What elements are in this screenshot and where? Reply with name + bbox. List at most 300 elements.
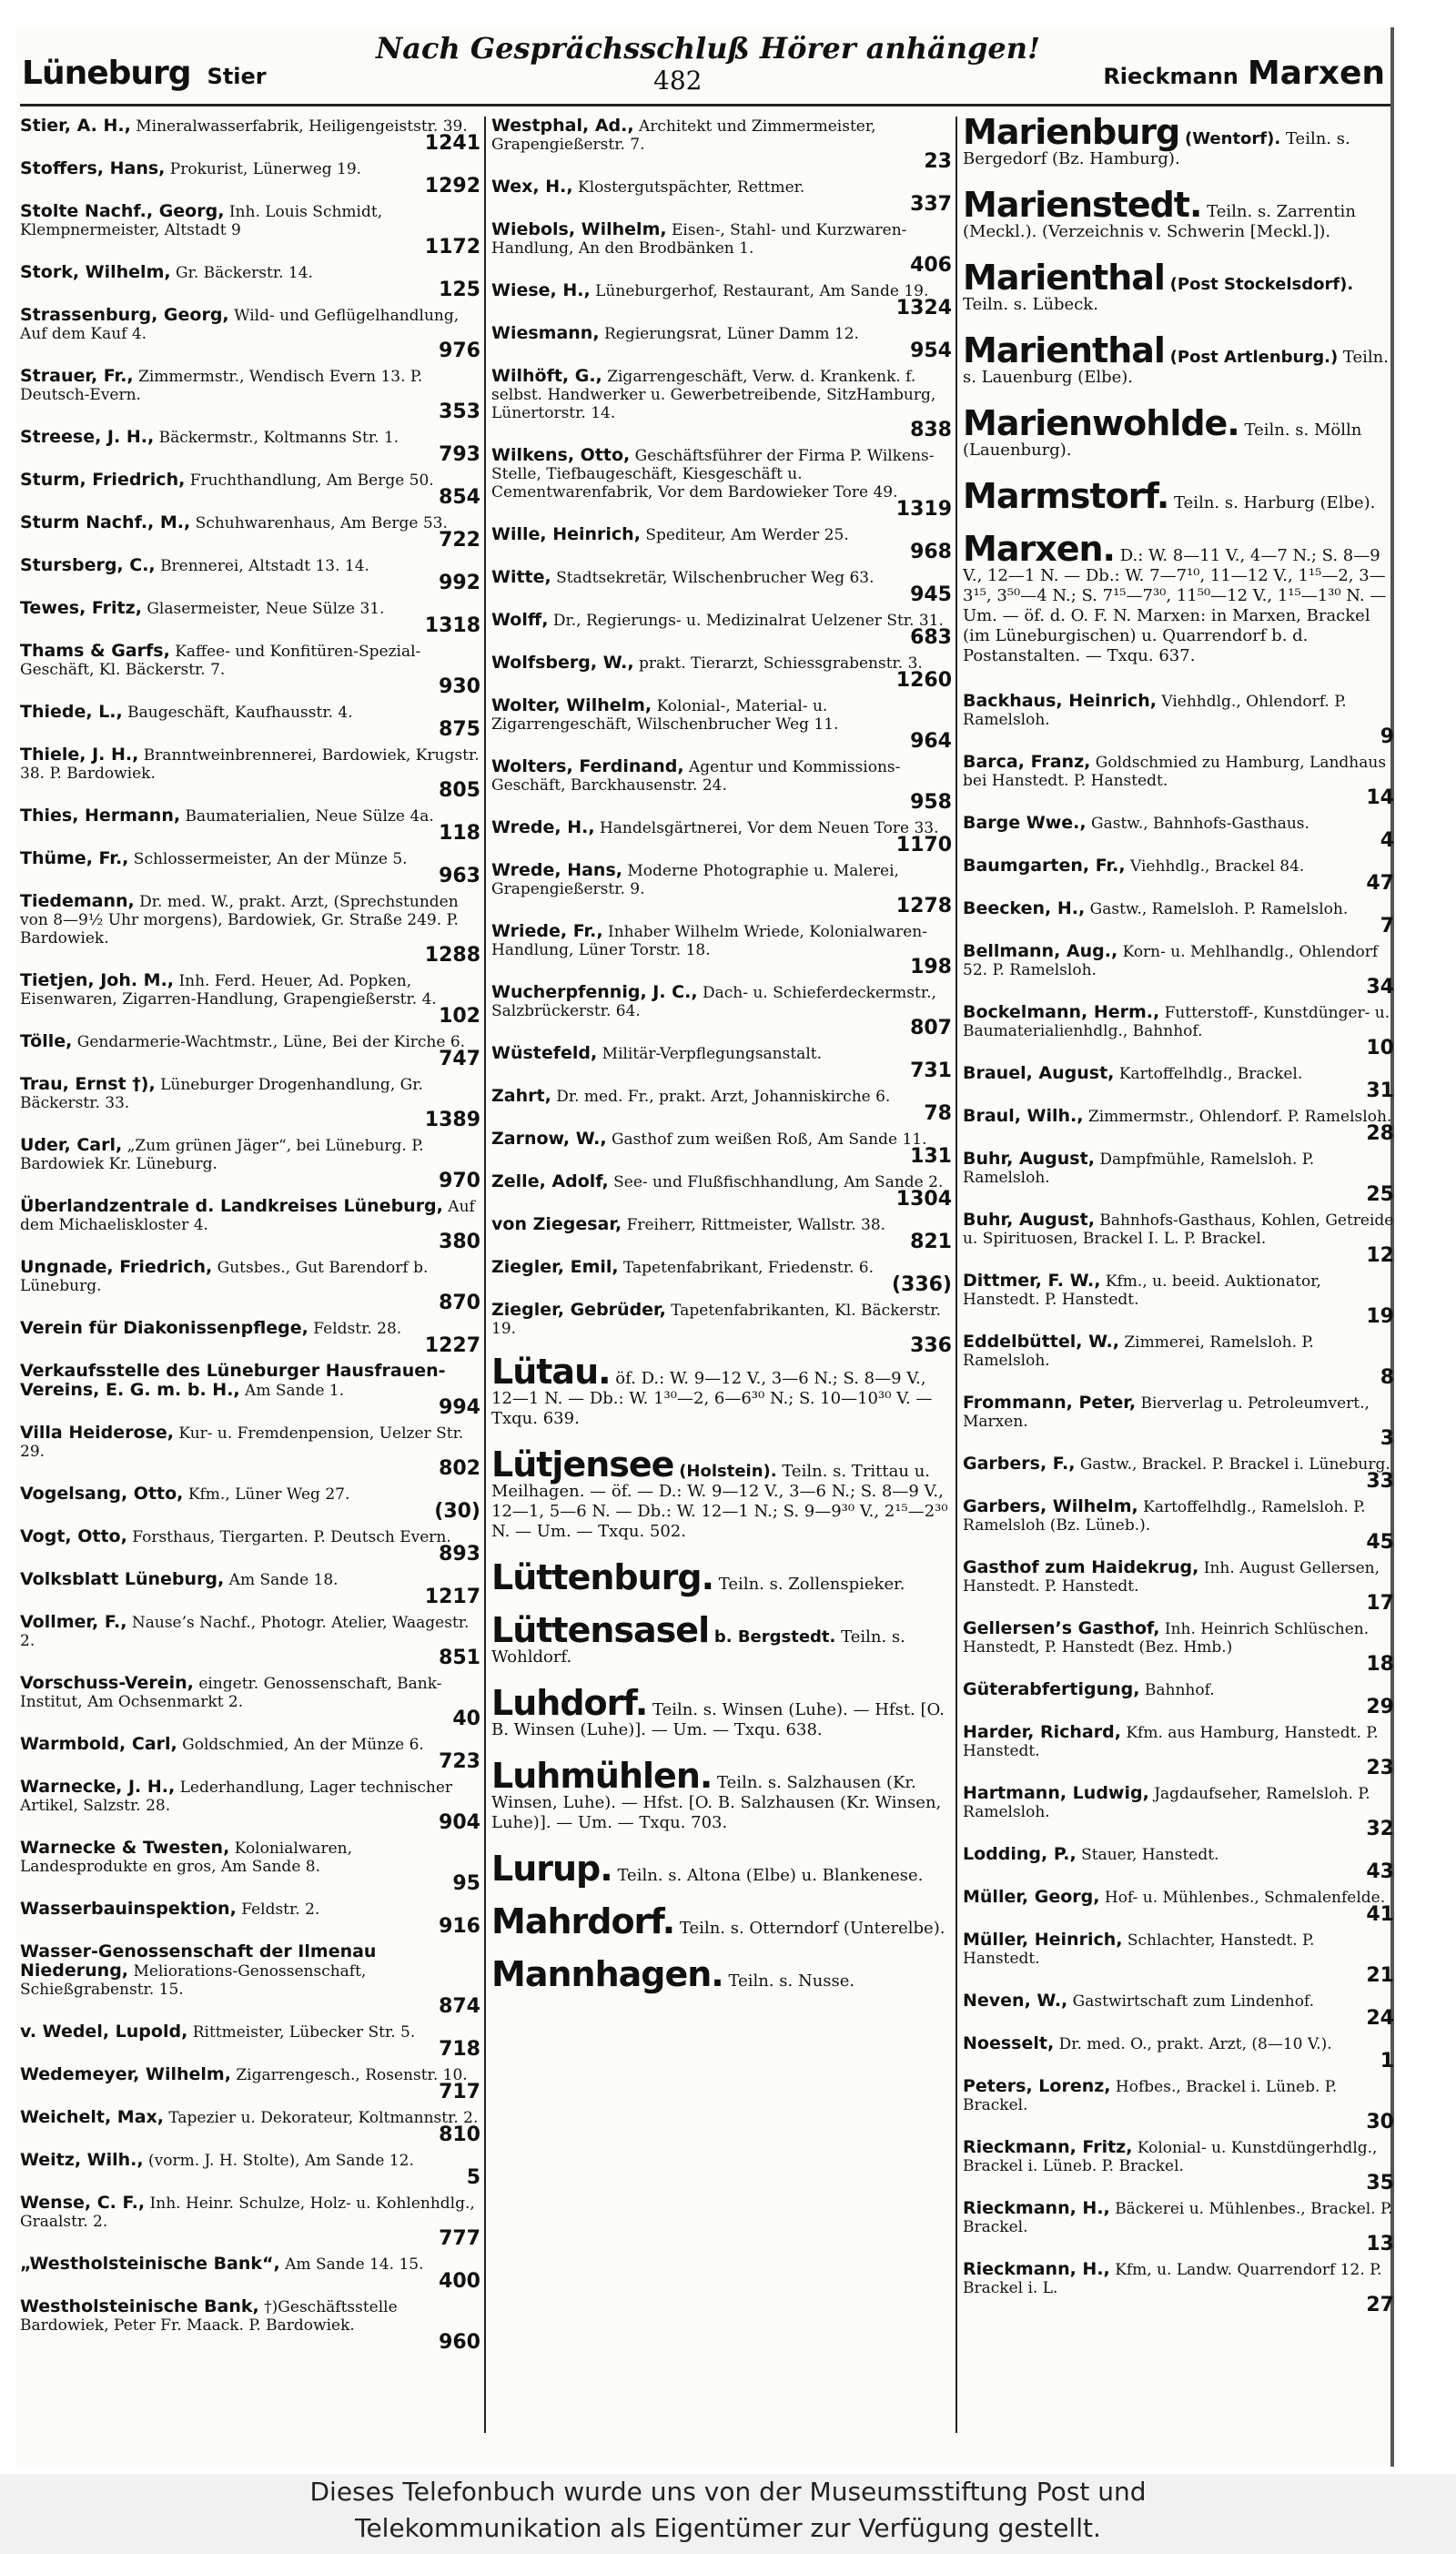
listing-details: Handelsgärtnerei, Vor dem Neuen Tore 33. <box>599 819 939 837</box>
listing-entry <box>20 1075 480 1130</box>
listing-details: Inh. Louis Schmidt, Klempnermeister, Altstadt 9 <box>20 203 383 239</box>
listing-details: Hofbes., Brackel i. Lüneb. P. Brackel. <box>963 2078 1338 2114</box>
place-name-suffix: (Holstein). <box>679 1462 777 1481</box>
listing-name: v. Wedel, Lupold, <box>20 2022 188 2042</box>
listing-name: Thies, Hermann, <box>20 806 181 826</box>
listing-details: Bierverlag u. Petroleumvert., Marxen. <box>963 1394 1370 1431</box>
listing-name: Baumgarten, Fr., <box>963 856 1126 876</box>
listing-name: Sturm Nachf., M., <box>20 512 191 532</box>
footer-line-1: Dieses Telefonbuch wurde uns von der Museumsstiftung Post und <box>309 2477 1147 2507</box>
listing-name: Buhr, August, <box>963 1149 1095 1169</box>
listing-details: Gasthof zum weißen Roß, Am Sande 11. <box>611 1130 927 1149</box>
listing-name: Tölle, <box>20 1031 73 1051</box>
listing-phone-number: 1278 <box>895 895 952 917</box>
column-divider <box>484 117 486 2433</box>
listing-details: Zigarrengeschäft, Verw. d. Krankenk. f. selbst. Handwerker u. Gewerbetreibende, SitzHamburg, Lünertorstr. 14. <box>491 368 936 422</box>
listing-name: Verein für Diakonissenpflege, <box>20 1318 308 1338</box>
place-details: Teiln. s. Otterndorf (Unterelbe). <box>679 1919 945 1938</box>
listing-entry <box>491 757 952 813</box>
listing-entry <box>20 1424 480 1479</box>
place-entry <box>491 1954 952 1994</box>
place-name: Mahrdorf. <box>491 1901 675 1941</box>
listing-entry <box>491 611 952 648</box>
listing-entry <box>20 1778 480 1833</box>
listing-entry <box>20 1197 480 1252</box>
listing-entry <box>963 1107 1394 1144</box>
listing-phone-number: 723 <box>439 1750 480 1773</box>
listing-phone-number: 31 <box>1366 1079 1394 1102</box>
listing-phone-number: 1324 <box>895 297 952 319</box>
place-details: D.: W. 8—11 V., 4—7 N.; S. 8—9 V., 12—1 N. — Db.: W. 7—7¹⁰, 11—12 V., 1¹⁵—2, 3—3¹⁵, 3⁵⁰—4 N.; S. 7¹⁵—7³⁰, 11⁵⁰—12 V., 1¹⁵—1³⁰ N. — Um. — öf. d. O. F. N. Marxen: in Marxen, Brackel (im Lüneburgischen) u. Quarrendorf b. d. Postanstalten. — Txqu. 637. <box>963 546 1387 665</box>
listing-name: Rieckmann, H., <box>963 2259 1110 2279</box>
listing-name: Wrede, H., <box>491 817 595 837</box>
place-details: Teiln. s. Altona (Elbe) u. Blankenese. <box>617 1866 924 1885</box>
listing-details: Glasermeister, Neue Sülze 31. <box>147 600 385 618</box>
listing-phone-number: 970 <box>439 1170 480 1192</box>
listing-details: Hof- u. Mühlenbes., Schmalenfelde. <box>1104 1889 1386 1907</box>
listing-entry <box>20 117 480 154</box>
place-details: Teiln. s. Zarrentin (Meckl.). (Verzeichnis v. Schwerin [Meckl.]). <box>963 202 1356 241</box>
listing-name: „Westholsteinische Bank“, <box>20 2254 280 2274</box>
listing-phone-number: 131 <box>910 1145 952 1168</box>
place-name: Mannhagen. <box>491 1954 723 1994</box>
listing-phone-number: 963 <box>439 865 480 887</box>
listing-details: Zimmermstr., Wendisch Evern 13. P. Deutsch-Evern. <box>20 368 423 404</box>
listing-entry <box>963 1003 1394 1059</box>
listing-details: Mineralwasserfabrik, Heiligengeiststr. 39. <box>136 117 468 136</box>
listing-name: Wiesmann, <box>491 323 600 343</box>
listing-name: Wolff, <box>491 610 549 630</box>
place-name-suffix: (Post Stockelsdorf). <box>1169 275 1354 294</box>
listing-phone-number: 976 <box>439 340 480 362</box>
listing-entry <box>963 1333 1394 1388</box>
listing-entry <box>963 753 1394 808</box>
listing-details: Kolonial- u. Kunstdüngerhdlg., Brackel i. Lüneb. P. Brackel. <box>963 2139 1378 2175</box>
listing-phone-number: 964 <box>910 730 952 753</box>
listing-details: Fruchthandlung, Am Berge 50. <box>189 471 434 490</box>
listing-entry <box>963 814 1394 851</box>
listing-phone-number: 95 <box>452 1872 480 1895</box>
listing-name: Vogelsang, Otto, <box>20 1484 184 1504</box>
listing-entry <box>20 2151 480 2188</box>
listing-entry <box>20 1319 480 1356</box>
listing-name: Wasser-Genossenschaft der Ilmenau Niederung, <box>20 1941 377 1981</box>
listing-entry <box>963 2034 1394 2072</box>
listing-details: Kfm., u. beeid. Auktionator, Hanstedt. P. Hanstedt. <box>963 1272 1321 1309</box>
listing-entry <box>20 1735 480 1772</box>
listing-name: Ziegler, Gebrüder, <box>491 1300 666 1320</box>
listing-details: Auf dem Michaeliskloster 4. <box>20 1198 475 1234</box>
listing-phone-number: 1389 <box>424 1109 480 1131</box>
listing-phone-number: 34 <box>1366 976 1394 998</box>
listing-entry <box>20 159 480 197</box>
listing-entry <box>20 1136 480 1191</box>
listing-phone-number: 4 <box>1380 829 1394 852</box>
listing-name: Überlandzentrale d. Landkreises Lüneburg, <box>20 1196 443 1216</box>
place-entry <box>491 1756 952 1833</box>
column-1 <box>20 117 480 2433</box>
listing-details: Gastw., Bahnhofs-Gasthaus. <box>1091 815 1309 833</box>
listing-phone-number: 854 <box>439 486 480 509</box>
listing-name: Strassenburg, Georg, <box>20 305 229 325</box>
listing-name: Wex, H., <box>491 177 573 197</box>
place-details: Teiln. s. Salzhausen (Kr. Winsen, Luhe). — Hfst. [O. B. Salzhausen (Kr. Winsen, Luhe)]. — Um. — Txqu. 703. <box>491 1773 942 1832</box>
listing-entry <box>963 942 1394 998</box>
listing-entry <box>491 568 952 605</box>
listing-entry <box>963 2138 1394 2194</box>
listing-name: Trau, Ernst †), <box>20 1074 156 1094</box>
listing-details: Kolonialwaren, Landesprodukte en gros, Am Sande 8. <box>20 1839 353 1876</box>
listing-name: Uder, Carl, <box>20 1135 123 1155</box>
listing-phone-number: 353 <box>439 400 480 423</box>
place-entry <box>963 258 1394 315</box>
listing-details: Lüneburgerhof, Restaurant, Am Sande 19. <box>595 282 929 300</box>
header-notice: Nach Gesprächsschluß Hörer anhängen! <box>375 31 1041 66</box>
listing-details: Bahnhofs-Gasthaus, Kohlen, Getreide u. Spirituosen, Brackel I. L. P. Brackel. <box>963 1211 1394 1248</box>
listing-name: Rieckmann, Fritz, <box>963 2137 1133 2157</box>
place-name: Luhmühlen. <box>491 1756 713 1796</box>
listing-name: Strauer, Fr., <box>20 366 134 386</box>
listing-details: eingetr. Genossenschaft, Bank-Institut, Am Ochsenmarkt 2. <box>20 1675 442 1711</box>
listing-phone-number: 18 <box>1366 1653 1394 1676</box>
listing-phone-number: 805 <box>439 779 480 802</box>
listing-phone-number: 13 <box>1366 2233 1394 2255</box>
listing-details: Kartoffelhdlg., Brackel. <box>1118 1065 1303 1083</box>
listing-details: Geschäftsführer der Firma P. Wilkens-Stelle, Tiefbaugeschäft, Kiesgeschäft u. Cementwarenfabrik, Vor dem Bardowieker Tore 49. <box>491 447 935 502</box>
header-rule <box>20 104 1390 106</box>
listing-details: Gutsbes., Gut Barendorf b. Lüneburg. <box>20 1259 429 1295</box>
listing-details: Stauer, Hanstedt. <box>1081 1846 1219 1864</box>
place-entry <box>491 1557 952 1597</box>
listing-entry <box>491 220 952 276</box>
listing-details: Dr. med. Fr., prakt. Arzt, Johanniskirche 6. <box>556 1088 891 1106</box>
listing-phone-number: 747 <box>439 1048 480 1070</box>
listing-phone-number: 717 <box>439 2081 480 2103</box>
listing-name: Tiedemann, <box>20 891 135 911</box>
listing-entry <box>491 367 952 441</box>
listing-entry <box>20 971 480 1027</box>
listing-entry <box>491 861 952 917</box>
listing-details: Moderne Photographie u. Malerei, Grapengießerstr. 9. <box>491 862 899 898</box>
listing-entry <box>20 1942 480 2017</box>
listing-details: Zimmerei, Ramelsloh. P. Ramelsloh. <box>963 1333 1314 1370</box>
listing-phone-number: 12 <box>1366 1244 1394 1267</box>
listing-phone-number: 1217 <box>424 1586 480 1608</box>
listing-phone-number: 992 <box>439 572 480 594</box>
listing-phone-number: 41 <box>1366 1903 1394 1926</box>
listing-phone-number: 945 <box>910 583 952 606</box>
listing-phone-number: 1172 <box>424 236 480 258</box>
listing-entry <box>963 2077 1394 2133</box>
listing-name: Wilhöft, G., <box>491 366 602 386</box>
listing-name: Wiese, H., <box>491 280 591 300</box>
listing-name: Rieckmann, H., <box>963 2198 1110 2218</box>
column-divider <box>956 117 957 2433</box>
listing-details: Zigarrengesch., Rosenstr. 10. <box>236 2066 468 2084</box>
listing-details: Architekt und Zimmermeister, Grapengießerstr. 7. <box>491 117 876 154</box>
listing-details: Inhaber Wilhelm Wriede, Kolonialwaren-Handlung, Lüner Torstr. 18. <box>491 923 927 959</box>
listing-entry <box>20 1485 480 1522</box>
listing-phone-number: 8 <box>1380 1366 1394 1389</box>
header-right-place: Marxen <box>1247 55 1385 92</box>
place-name: Marxen. <box>963 529 1115 569</box>
listing-entry <box>491 922 952 978</box>
listing-entry <box>20 1032 480 1069</box>
place-entry <box>491 1610 952 1667</box>
listing-phone-number: (30) <box>434 1500 480 1523</box>
listing-entry <box>20 1613 480 1668</box>
listing-entry <box>963 1558 1394 1614</box>
listing-phone-number: 30 <box>1366 2111 1394 2133</box>
listing-details: Kolonial-, Material- u. Zigarrengeschäft, Wilschenbrucher Weg 11. <box>491 697 839 734</box>
listing-phone-number: 28 <box>1366 1122 1394 1145</box>
listing-details: Nause’s Nachf., Photogr. Atelier, Waagestr. 2. <box>20 1614 470 1650</box>
listing-name: Westphal, Ad., <box>491 117 634 136</box>
listing-details: Tapezier u. Dekorateur, Koltmannstr. 2. <box>168 2109 479 2127</box>
listing-name: Müller, Georg, <box>963 1887 1100 1907</box>
listing-name: Frommann, Peter, <box>963 1393 1137 1413</box>
header-last-name: Rieckmann <box>1103 64 1239 89</box>
listing-details: Kartoffelhdlg., Ramelsloh. P. Ramelsloh (Bz. Lüneb.). <box>963 1498 1366 1535</box>
listing-entry <box>20 1900 480 1937</box>
listing-phone-number: 17 <box>1366 1592 1394 1615</box>
listing-details: „Zum grünen Jäger“, bei Lüneburg. P. Bardowiek Kr. Lüneburg. <box>20 1137 424 1173</box>
listing-name: Wüstefeld, <box>491 1043 598 1063</box>
listing-phone-number: 870 <box>439 1292 480 1314</box>
listing-phone-number: 23 <box>924 150 952 173</box>
listing-details: Goldschmied zu Hamburg, Landhaus bei Hanstedt. P. Hanstedt. <box>963 754 1387 790</box>
listing-entry <box>20 428 480 465</box>
listing-name: Stoffers, Hans, <box>20 158 166 178</box>
listing-entry <box>963 1211 1394 1266</box>
listing-phone-number: 838 <box>910 419 952 441</box>
listing-name: Zelle, Adolf, <box>491 1171 609 1191</box>
listing-name: Wolter, Wilhelm, <box>491 695 652 715</box>
listing-entry <box>20 2194 480 2249</box>
listing-entry <box>20 1362 480 1418</box>
listing-details: Viehhdlg., Brackel 84. <box>1130 857 1305 876</box>
place-details: Teiln. s. Lauenburg (Elbe). <box>963 348 1389 387</box>
listing-details: Rittmeister, Lübecker Str. 5. <box>192 2023 416 2042</box>
listing-name: Noesselt, <box>963 2033 1055 2053</box>
listing-name: Lodding, P., <box>963 1844 1077 1864</box>
listing-phone-number: (336) <box>891 1273 952 1296</box>
listing-phone-number: 1292 <box>424 175 480 198</box>
header-right <box>1103 55 1385 92</box>
listing-details: Schlachter, Hanstedt. P. Hanstedt. <box>963 1931 1315 1968</box>
listing-entry <box>963 899 1394 937</box>
listing-entry <box>491 696 952 752</box>
listing-details: Schuhwarenhaus, Am Berge 53. <box>195 514 448 532</box>
listing-details: Am Sande 1. <box>245 1382 345 1400</box>
listing-name: Hartmann, Ludwig, <box>963 1783 1149 1803</box>
listing-entry <box>491 281 952 319</box>
place-entry <box>491 1849 952 1889</box>
listing-name: Peters, Lorenz, <box>963 2076 1111 2096</box>
place-details: Teiln. s. Mölln (Lauenburg). <box>963 421 1362 460</box>
listing-phone-number: 1227 <box>424 1334 480 1357</box>
listing-name: Stork, Wilhelm, <box>20 262 171 282</box>
listing-details: Forsthaus, Tiergarten. P. Deutsch Evern. <box>132 1528 451 1546</box>
listing-entry <box>963 1497 1394 1553</box>
listing-name: Backhaus, Heinrich, <box>963 691 1157 711</box>
listing-phone-number: 25 <box>1366 1183 1394 1206</box>
listing-phone-number: 24 <box>1366 2007 1394 2030</box>
listing-entry <box>20 849 480 887</box>
place-entry <box>963 117 1394 169</box>
place-details: Teiln. s. Lübeck. <box>963 295 1098 314</box>
listing-name: Thiede, L., <box>20 702 123 722</box>
listing-name: Warnecke & Twesten, <box>20 1838 230 1858</box>
place-details: öf. D.: W. 9—12 V., 3—6 N.; S. 8—9 V., 12—1 N. — Db.: W. 1³⁰—2, 6—6³⁰ N.; S. 10—10³⁰ V. — Txqu. 639. <box>491 1369 933 1428</box>
listing-details: Dr., Regierungs- u. Medizinalrat Uelzener Str. 31. <box>552 612 944 630</box>
listing-name: Thüme, Fr., <box>20 848 129 868</box>
listing-entry <box>491 324 952 361</box>
listing-name: Villa Heiderose, <box>20 1423 174 1443</box>
place-name: Marmstorf. <box>963 476 1169 516</box>
place-name: Marienburg <box>963 117 1180 152</box>
listing-name: Witte, <box>491 567 551 587</box>
listing-entry <box>20 2297 480 2353</box>
listing-details: Dampfmühle, Ramelsloh. P. Ramelsloh. <box>963 1150 1315 1187</box>
listing-phone-number: 1260 <box>895 669 952 692</box>
listing-name: Vogt, Otto, <box>20 1526 127 1546</box>
listing-entry <box>20 642 480 697</box>
listing-entry <box>963 2199 1394 2255</box>
listing-name: Wense, C. F., <box>20 2193 146 2213</box>
listing-name: Wrede, Hans, <box>491 860 622 880</box>
listing-name: Gasthof zum Haidekrug, <box>963 1557 1199 1577</box>
footer-line-2: Telekommunikation als Eigentümer zur Verfügung gestellt. <box>355 2513 1101 2543</box>
listing-name: Garbers, F., <box>963 1454 1076 1474</box>
listing-entry <box>20 2065 480 2103</box>
listing-phone-number: 916 <box>439 1915 480 1938</box>
column-3 <box>963 117 1394 2433</box>
listing-phone-number: 1 <box>1380 2050 1394 2073</box>
listing-entry <box>20 2255 480 2292</box>
listing-name: Warnecke, J. H., <box>20 1777 176 1797</box>
listing-details: Militär-Verpflegungsanstalt. <box>602 1045 822 1063</box>
listing-details: Gastw., Brackel. P. Brackel i. Lüneburg. <box>1079 1455 1390 1474</box>
listing-phone-number: 874 <box>439 1995 480 2018</box>
listing-name: Wolfsberg, W., <box>491 653 634 673</box>
listing-entry <box>963 856 1394 894</box>
place-entry <box>963 403 1394 461</box>
listing-details: Viehhdlg., Ohlendorf. P. Ramelsloh. <box>963 693 1347 729</box>
listing-entry <box>491 983 952 1039</box>
listing-details: prakt. Tierarzt, Schiessgrabenstr. 3. <box>638 654 923 673</box>
listing-phone-number: 731 <box>910 1059 952 1082</box>
listing-details: See- und Flußfischhandlung, Am Sande 2. <box>613 1173 944 1191</box>
place-name: Lütjensee <box>491 1444 674 1485</box>
place-details: Teiln. s. Wohldorf. <box>491 1627 905 1667</box>
listing-phone-number: 9 <box>1380 725 1394 748</box>
listing-details: Branntweinbrennerei, Bardowiek, Krugstr. 38. P. Bardowiek. <box>20 746 480 783</box>
listing-entry <box>963 1992 1394 2029</box>
listing-phone-number: 718 <box>439 2038 480 2061</box>
place-name-suffix: (Wentorf). <box>1184 129 1281 148</box>
listing-entry <box>20 806 480 844</box>
listing-phone-number: 851 <box>439 1647 480 1669</box>
listing-entry <box>20 1570 480 1607</box>
place-entry <box>963 330 1394 388</box>
listing-entry <box>963 1150 1394 1205</box>
listing-name: Ziegler, Emil, <box>491 1257 619 1277</box>
listing-name: Bellmann, Aug., <box>963 941 1118 961</box>
listing-phone-number: 21 <box>1366 1964 1394 1987</box>
listing-phone-number: 1288 <box>424 944 480 967</box>
listing-phone-number: 125 <box>439 279 480 301</box>
listing-details: Brennerei, Altstadt 13. 14. <box>160 557 369 575</box>
listing-phone-number: 807 <box>910 1017 952 1039</box>
listing-phone-number: 802 <box>439 1457 480 1480</box>
listing-name: Tewes, Fritz, <box>20 598 142 618</box>
listing-entry <box>491 1172 952 1210</box>
listing-entry <box>491 1301 952 1356</box>
listing-phone-number: 875 <box>439 718 480 741</box>
listing-details: Am Sande 14. 15. <box>285 2255 424 2274</box>
place-name: Marienthal <box>963 330 1165 370</box>
place-name: Marienstedt. <box>963 185 1202 225</box>
place-name: Lüttensasel <box>491 1610 710 1650</box>
listing-name: Gellersen’s Gasthof, <box>963 1618 1160 1638</box>
listing-phone-number: 40 <box>452 1708 480 1730</box>
listing-entry <box>20 599 480 636</box>
listing-name: Sturm, Friedrich, <box>20 470 186 490</box>
listing-name: Wolters, Ferdinand, <box>491 756 684 776</box>
listing-entry <box>20 2108 480 2145</box>
listing-entry <box>20 471 480 508</box>
listing-details: Stadtsekretär, Wilschenbrucher Weg 63. <box>556 569 875 587</box>
listing-details: Prokurist, Lünerweg 19. <box>169 160 362 178</box>
listing-phone-number: 35 <box>1366 2172 1394 2194</box>
listing-details: Kfm. aus Hamburg, Hanstedt. P. Hanstedt. <box>963 1724 1379 1760</box>
listing-details: Kaffee- und Konfitüren-Spezial-Geschäft, Kl. Bäckerstr. 7. <box>20 643 421 679</box>
listing-details: Inh. Heinrich Schlüschen. Hanstedt, P. Hanstedt (Bez. Hmb.) <box>963 1620 1370 1657</box>
listing-phone-number: 118 <box>439 822 480 845</box>
listing-name: Wasserbauinspektion, <box>20 1899 237 1919</box>
listing-name: Vollmer, F., <box>20 1612 127 1632</box>
listing-details: Wild- und Geflügelhandlung, Auf dem Kauf 4. <box>20 307 460 343</box>
listing-phone-number: 45 <box>1366 1531 1394 1554</box>
listing-details: Kfm, u. Landw. Quarrendorf 12. P. Brackel i. L. <box>963 2261 1382 2297</box>
listing-name: Wille, Heinrich, <box>491 524 641 544</box>
listing-name: Vorschuss-Verein, <box>20 1673 194 1693</box>
place-name-suffix: (Post Artlenburg.) <box>1169 348 1339 367</box>
listing-entry <box>20 2022 480 2060</box>
listing-entry <box>963 1784 1394 1839</box>
listing-entry <box>20 1839 480 1894</box>
listing-name: von Ziegesar, <box>491 1214 622 1234</box>
place-entry <box>963 529 1394 666</box>
place-entry <box>963 185 1394 242</box>
listing-phone-number: 32 <box>1366 1818 1394 1840</box>
listing-entry <box>20 1258 480 1313</box>
listing-entry <box>963 1845 1394 1882</box>
listing-phone-number: 19 <box>1366 1305 1394 1328</box>
place-name: Lüttenburg. <box>491 1557 714 1597</box>
listing-details: Inh. August Gellersen, Hanstedt. P. Hanstedt. <box>963 1559 1380 1596</box>
listing-details: Gr. Bäckerstr. 14. <box>176 264 313 282</box>
listing-name: Barca, Franz, <box>963 752 1091 772</box>
listing-details: Gastw., Ramelsloh. P. Ramelsloh. <box>1089 900 1349 918</box>
listing-phone-number: 960 <box>439 2331 480 2354</box>
listing-entry <box>20 703 480 740</box>
listing-entry <box>20 263 480 300</box>
listing-name: Wedemeyer, Wilhelm, <box>20 2064 231 2084</box>
listing-phone-number: 43 <box>1366 1860 1394 1883</box>
listing-details: Dach- u. Schieferdeckermstr., Salzbrückerstr. 64. <box>491 984 936 1020</box>
